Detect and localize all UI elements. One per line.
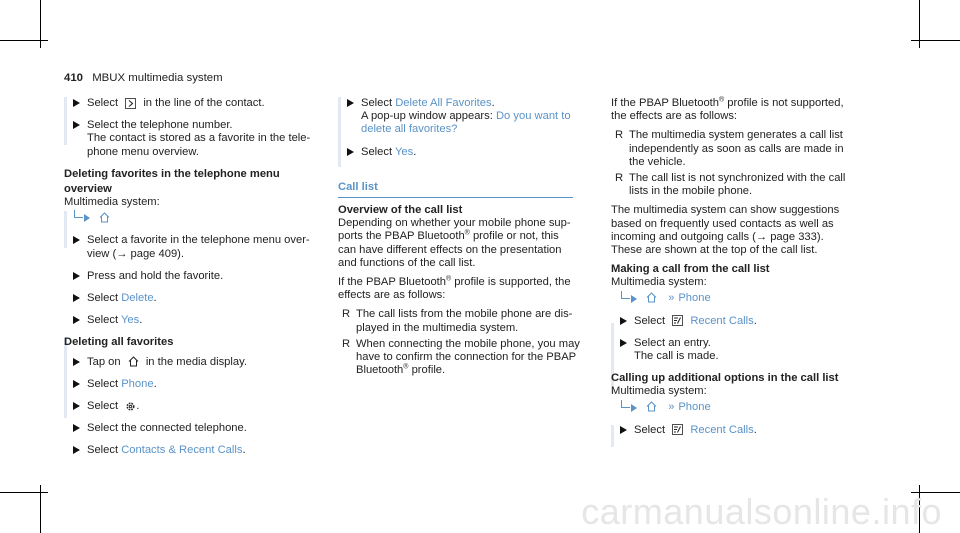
bullet-item: R When connecting the mobile phone, you may have to confirm the connection for the PBAP Bluetooth® profile. [342, 337, 580, 377]
step-text: Select a favorite in the telephone menu over- [87, 234, 310, 247]
path-arrow-icon [84, 214, 90, 222]
menu-path [611, 292, 881, 307]
recent-calls-link[interactable]: Recent Calls [690, 314, 754, 327]
step-text: Select [87, 400, 119, 413]
phone-link[interactable]: Phone [678, 291, 711, 304]
menu-path-label: Multimedia system: [611, 385, 707, 398]
menu-path [64, 211, 324, 226]
step-arrow-icon [620, 339, 627, 347]
chevron-right-icon [125, 98, 136, 109]
step [338, 146, 588, 159]
step-arrow-icon [73, 272, 80, 280]
step-text: Select the connected telephone. [87, 422, 247, 435]
column-left [64, 97, 324, 467]
recent-calls-icon [672, 315, 683, 326]
bullet-icon: R [615, 129, 624, 142]
page-number: 410 [64, 72, 84, 84]
bullet-icon: R [342, 308, 351, 321]
recent-calls-icon [672, 424, 683, 435]
step-text: Select [634, 314, 666, 327]
step-text: Select [87, 314, 119, 327]
column-right [611, 97, 881, 446]
step [64, 97, 324, 110]
step-arrow-icon [347, 99, 354, 107]
step-arrow-icon [73, 121, 80, 129]
step-arrow-icon [620, 426, 627, 434]
step [64, 356, 324, 369]
heading: Calling up additional options in the call list [611, 372, 839, 385]
home-icon [646, 292, 657, 303]
bullet-item: R The call lists from the mobile phone are dis- played in the multimedia system. [342, 308, 573, 334]
page-title: MBUX multimedia system [92, 72, 223, 84]
step-text: Tap on [87, 355, 121, 368]
delete-all-favorites-link[interactable]: Delete All Favorites [395, 97, 492, 109]
step-arrow-icon [73, 358, 80, 366]
step-arrow-icon [73, 99, 80, 107]
step [64, 270, 324, 283]
punct: . [413, 145, 417, 158]
phone-link[interactable]: Phone [678, 400, 711, 413]
step-text: Select the telephone number. [87, 119, 233, 132]
step-text: in the line of the contact. [143, 97, 265, 109]
punct: . [139, 314, 143, 327]
heading: Deleting all favorites [64, 336, 174, 349]
step [611, 315, 881, 328]
step-text: The contact is stored as a favorite in the tele- [87, 132, 311, 145]
chevron-double-icon: » [668, 400, 675, 413]
step [64, 444, 324, 457]
step-text: Select [87, 97, 119, 109]
watermark: carmanualsonline.info [581, 491, 942, 532]
step [64, 119, 324, 159]
step-arrow-icon [73, 446, 80, 454]
section-title: Call list [338, 181, 573, 198]
step-text: view (→ page 409). [87, 247, 185, 260]
step-text: Press and hold the favorite. [87, 269, 224, 282]
path-hook-icon [621, 291, 630, 299]
punct: . [136, 400, 140, 413]
heading: Making a call from the call list [611, 263, 770, 276]
home-icon [646, 401, 657, 412]
menu-path-label: Multimedia system: [64, 196, 160, 209]
step-arrow-icon [73, 402, 80, 410]
paragraph: If the PBAP Bluetooth® profile is supported, the effects are as follows: [338, 275, 571, 302]
step-text: Select an entry. [634, 336, 711, 349]
punct: . [491, 97, 495, 109]
paragraph: If the PBAP Bluetooth® profile is not supported, the effects are as follows: [611, 96, 844, 123]
delete-link[interactable]: Delete [121, 292, 154, 305]
step [64, 422, 324, 435]
step [611, 424, 881, 437]
punct: . [153, 292, 157, 305]
yes-link[interactable]: Yes [395, 145, 414, 158]
step [64, 292, 324, 305]
bullet-item: R The call list is not synchronized with the call lists in the mobile phone. [615, 172, 846, 198]
home-icon [128, 356, 139, 367]
yes-link[interactable]: Yes [121, 314, 140, 327]
step [64, 400, 324, 413]
recent-calls-link[interactable]: Recent Calls [690, 423, 754, 436]
step-text: A pop-up window appears: [361, 110, 493, 123]
path-hook-icon [74, 210, 83, 218]
contacts-recent-calls-link[interactable]: Contacts & Recent Calls [121, 444, 243, 457]
step-text: Select [361, 145, 393, 158]
step [64, 234, 324, 260]
step-text: Select [634, 423, 666, 436]
heading: overview [64, 183, 112, 196]
step-text: phone menu overview. [87, 145, 199, 158]
step-arrow-icon [347, 148, 354, 156]
step-arrow-icon [73, 294, 80, 302]
step-text: Select [87, 292, 119, 305]
chevron-double-icon: » [668, 291, 675, 304]
punct: . [242, 444, 246, 457]
crop-mark [0, 492, 48, 493]
heading: Deleting favorites in the telephone menu [64, 167, 280, 180]
step-text: Select [87, 444, 119, 457]
step-arrow-icon [73, 380, 80, 388]
step [64, 314, 324, 327]
path-hook-icon [621, 400, 630, 408]
menu-path-label: Multimedia system: [611, 276, 707, 289]
step-text: in the media display. [145, 355, 247, 368]
step-arrow-icon [73, 424, 80, 432]
path-arrow-icon [631, 404, 637, 412]
step-text: Select [87, 377, 119, 390]
crop-mark [911, 40, 960, 41]
punct: . [753, 314, 757, 327]
popup-text: Do you want to [495, 110, 571, 123]
paragraph: Depending on whether your mobile phone sup- ports the PBAP Bluetooth® profile or not, this can have different effects on the presentation and functions of the call list. [338, 217, 571, 269]
bullet-icon: R [615, 172, 624, 185]
step-arrow-icon [620, 317, 627, 325]
step [611, 337, 881, 363]
step [338, 97, 588, 137]
bullet-item: R The multimedia system generates a call list independently as soon as calls are made in the vehicle. [615, 129, 844, 168]
paragraph: The multimedia system can show suggestions based on frequently used contacts as well as incoming and outgoing calls (→ page 333). These are shown at the top of the call list. [611, 204, 840, 257]
step-arrow-icon [73, 236, 80, 244]
home-icon [99, 212, 110, 223]
path-arrow-icon [631, 295, 637, 303]
step-text: Select [361, 97, 393, 109]
crop-mark [0, 40, 48, 41]
punct: . [753, 423, 757, 436]
punct: . [153, 377, 157, 390]
menu-path [611, 401, 881, 416]
popup-text: delete all favorites? [361, 123, 458, 136]
step [64, 378, 324, 391]
step-arrow-icon [73, 316, 80, 324]
step-text: The call is made. [634, 350, 719, 363]
page-header [64, 72, 223, 85]
gear-icon [125, 401, 136, 412]
column-middle [338, 97, 588, 377]
bullet-icon: R [342, 337, 351, 350]
phone-link[interactable]: Phone [121, 377, 154, 390]
heading: Overview of the call list [338, 204, 463, 217]
